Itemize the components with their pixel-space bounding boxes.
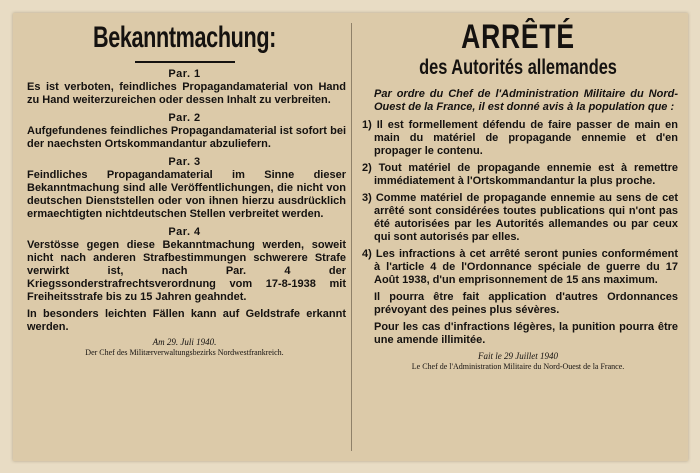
french-intro: Par ordre du Chef de l'Administration Militaire du Nord-Ouest de la France, il est donné avis à la population que : [374,88,678,113]
french-subtitle: des Autorités allemandes [419,56,617,79]
german-date: Am 29. Juli 1940. [152,337,217,347]
french-item-2: 2) Tout matériel de propagande ennemie est à remettre immédiatement à l'Ortskommandantur la plus proche. [362,162,678,187]
french-date: Fait le 29 Juillet 1940 [478,351,558,361]
french-item-3: 3) Comme matériel de propagande ennemie au sens de cet arrêté sont considérées toutes publications qui n'ont pas été autorisées par les Autorités allemandes ou par ceux qui sont autorisés par elles. [362,192,678,243]
par-1-heading: Par. 1 [168,68,201,80]
french-closing-1: Il pourra être fait application d'autres Ordonnances prévoyant des peines plus sévères. [374,291,678,316]
par-3-text: Feindliches Propagandamaterial im Sinne dieser Bekanntmachung sind alle Veröffentlichungen, die nicht von deutschen Dienststellen oder von ihnen hierzu ausdrücklich ermaechtigten nichtdeutschen Stellen verbreitet werden. [27,169,346,220]
french-column [354,13,682,461]
par-4-text: Verstösse gegen diese Bekanntmachung werden, soweit nicht nach anderen Strafbestimmungen schwerere Strafe verwirkt ist, nach Par. 4 der Kriegssonderstrafrechtsverordnung vom 17-8-1938 mit Freiheitsstrafe bis zu 15 Jahren geahndet. [27,239,346,303]
par-3-heading: Par. 3 [168,156,201,168]
french-signature: Le Chef de l'Administration Militaire du Nord-Ouest de la France. [411,362,625,371]
german-signature: Der Chef des Militærverwaltungsbezirks Nordwestfrankreich. [85,348,284,357]
german-closing: In besonders leichten Fällen kann auf Geldstrafe erkannt werden. [27,308,346,333]
french-closing-2: Pour les cas d'infractions légères, la punition pourra être une amende illimitée. [374,321,678,346]
german-column [19,13,350,461]
french-title: ARRÊTÉ [461,18,575,56]
title-underline [135,61,235,63]
par-2-text: Aufgefundenes feindliches Propagandamaterial ist sofort bei der naechsten Ortskommandantur abzuliefern. [27,125,346,150]
german-title: Bekanntmachung: [92,21,277,54]
column-divider [351,23,352,451]
french-item-4: 4) Les infractions à cet arrêté seront punies conformément à l'article 4 de l'Ordonnance spéciale de guerre du 17 Août 1938, d'un emprisonnement de 15 ans maximum. [362,248,678,286]
par-2-heading: Par. 2 [168,112,201,124]
par-1-text: Es ist verboten, feindliches Propagandamaterial von Hand zu Hand weiterzureichen oder dessen Inhalt zu verbreiten. [27,81,346,106]
par-4-heading: Par. 4 [168,226,201,238]
french-item-1: 1) Il est formellement défendu de faire passer de main en main du matériel de propagande ennemie et d'en propager le contenu. [362,119,678,157]
poster [13,13,688,461]
